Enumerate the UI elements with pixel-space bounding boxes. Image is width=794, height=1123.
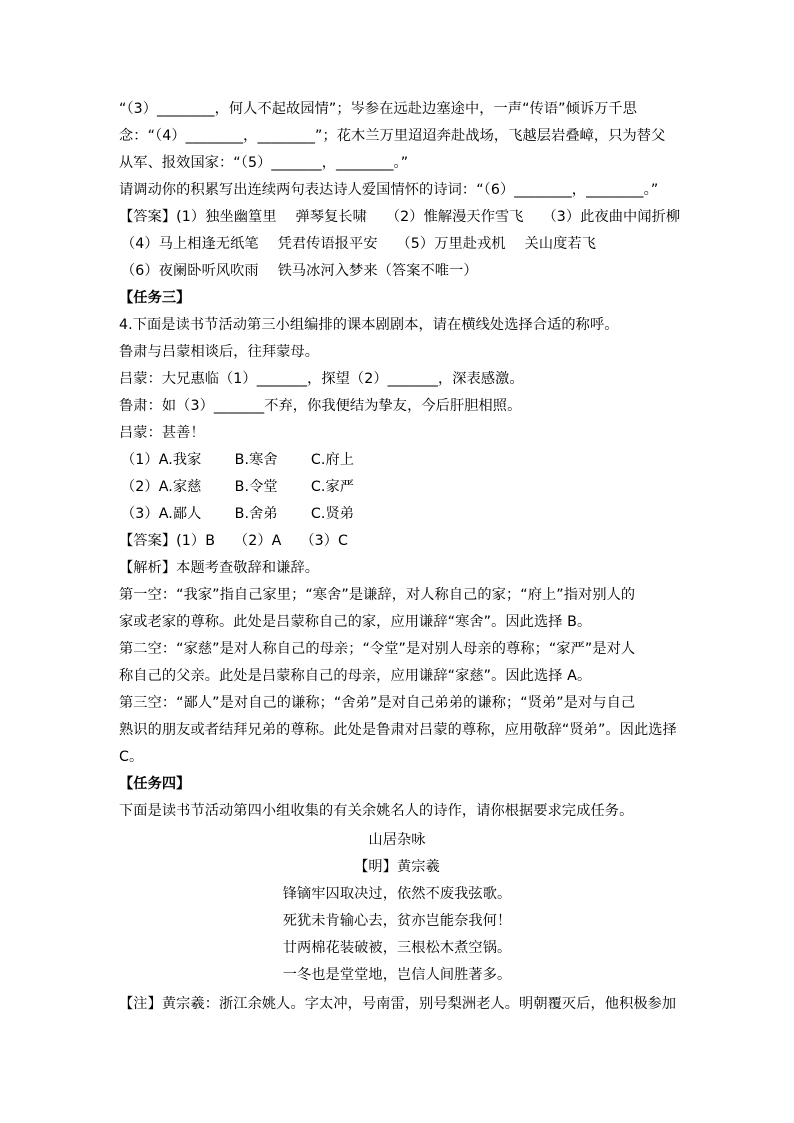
analysis-line: 第一空：“我家”指自己家里；“寒舍”是谦辞，对人称自己的家；“府上”指对别人的 xyxy=(119,587,636,603)
option-line: （3）A.鄙人 B.舍弟 C.贤弟 xyxy=(121,506,355,522)
analysis-line: C。 xyxy=(119,749,144,765)
question-text: 4.下面是读书节活动第三小组编排的课本剧剧本，请在横线处选择合适的称呼。 xyxy=(119,317,619,333)
question-text: 下面是读书节活动第四小组收集的有关余姚名人的诗作，请你根据要求完成任务。 xyxy=(119,803,634,819)
poem-author: 【明】黄宗羲 xyxy=(354,859,440,875)
analysis-line: 第二空：“家慈”是对人称自己的母亲；“令堂”是对别人母亲的尊称；“家严”是对人 xyxy=(119,641,636,657)
option-line: （2）A.家慈 B.令堂 C.家严 xyxy=(121,479,355,495)
option-line: （1）A.我家 B.寒舍 C.府上 xyxy=(121,452,355,468)
answer-line: 【答案】(1）B （2）A （3）C xyxy=(119,533,349,549)
poem-title: 山居杂咏 xyxy=(368,832,426,848)
script-line: 吕蒙：大兄惠临（1）_______，探望（2）_______，深表感激。 xyxy=(119,371,524,387)
answer-line: （4）马上相逢无纸笔 凭君传语报平安 （5）万里赴戎机 关山度若飞 xyxy=(121,236,596,252)
analysis-line: 称自己的父亲。此处是吕蒙称自己的母亲，应用谦辞“家慈”。因此选择 A。 xyxy=(119,668,592,684)
text-line: 鲁肃与吕蒙相谈后，往拜蒙母。 xyxy=(119,344,320,360)
text-line: 念：“（4）________，________”；花木兰万里迢迢奔赴战场，飞越层岩叠嶂，只为替父 xyxy=(119,128,666,144)
answer-line: 【答案】(1）独坐幽篁里 弹琴复长啸 （2）惟解漫天作雪飞 （3）此夜曲中闻折柳 xyxy=(119,209,681,225)
poem-verse: 廿两棉花装破被，三根松木煮空锅。 xyxy=(282,940,512,956)
analysis-line: 家或老家的尊称。此处是吕蒙称自己的家，应用谦辞“寒舍”。因此选择 B。 xyxy=(119,614,592,630)
analysis-line: 熟识的朋友或者结拜兄弟的尊称。此处是鲁肃对吕蒙的尊称，应用敬辞“贤弟”。因此选择 xyxy=(119,722,677,738)
answer-line: （6）夜阑卧听风吹雨 铁马冰河入梦来（答案不唯一） xyxy=(121,263,478,279)
poem-note: 【注】黄宗羲：浙江余姚人。字太冲，号南雷，别号梨洲老人。明朝覆灭后，他积极参加 xyxy=(119,996,677,1012)
text-line: “（3）________，何人不起故园情”；岑参在远赴边塞途中，一声“传语”倾诉万千思 xyxy=(119,101,638,117)
analysis-line: 【解析】本题考查敬辞和谦辞。 xyxy=(119,560,320,576)
poem-verse: 一冬也是堂堂地，岂信人间胜著多。 xyxy=(282,967,512,983)
poem-verse: 死犹未肯输心去，贫亦岂能奈我何！ xyxy=(282,913,512,929)
text-line: 请调动你的积累写出连续两句表达诗人爱国情怀的诗词：“（6）________，________。” xyxy=(119,182,659,198)
section-heading: 【任务三】 xyxy=(119,290,191,306)
script-line: 吕蒙：甚善！ xyxy=(119,425,205,441)
script-line: 鲁肃：如（3）_______不弃，你我便结为挚友，今后肝胆相照。 xyxy=(119,398,522,414)
section-heading: 【任务四】 xyxy=(119,776,191,792)
analysis-line: 第三空：“鄙人”是对自己的谦称；“舍弟”是对自己弟弟的谦称；“贤弟”是对与自己 xyxy=(119,695,636,711)
poem-verse: 锋镝牢囚取决过，依然不废我弦歌。 xyxy=(282,886,512,902)
text-line: 从军、报效国家：“（5）_______，________。” xyxy=(119,155,409,171)
